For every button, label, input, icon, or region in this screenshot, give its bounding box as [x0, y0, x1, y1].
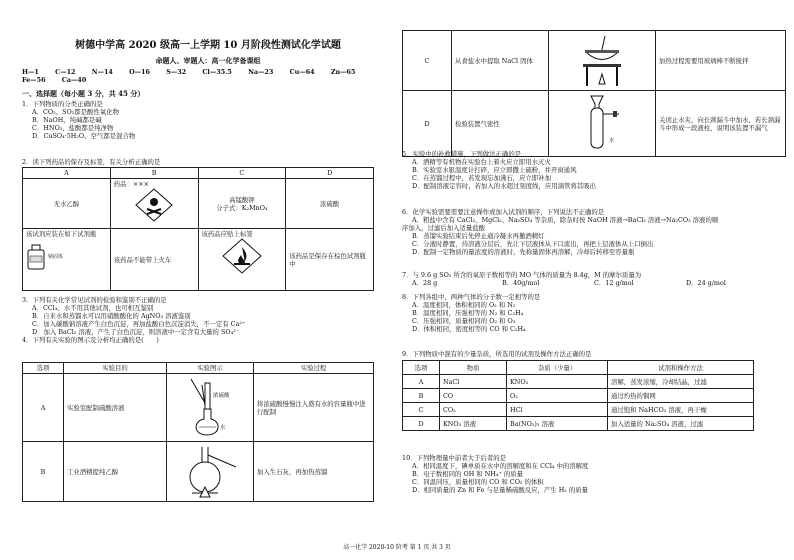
- table-header: 选项: [23, 363, 64, 374]
- option: B．40g/mol: [502, 279, 540, 287]
- table-header: 杂质（少量）: [507, 361, 608, 375]
- option: D．配制一定物质的量浓度的溶液时，先称量固体再溶解，冷却后转移至容量瓶: [412, 248, 635, 256]
- option: B．自来水和蒸馏水可以用硝酸酸化的 AgNO₃ 溶液鉴别: [32, 312, 191, 320]
- table-cell: D: [403, 91, 452, 157]
- options-row: [412, 279, 786, 287]
- question-stem: 8．下列各组中，两种气体的分子数一定相等的是: [402, 293, 541, 301]
- table-cell: 关闭止水夹，向长颈漏斗中加水，若长颈漏斗中形成一段液柱，说明该装置不漏气: [656, 91, 786, 157]
- table-cell: 高锰酸钾 分子式：K₂MnO₄: [198, 179, 286, 229]
- question-9: [402, 350, 786, 431]
- table-cell: [549, 31, 656, 91]
- question-stem: 5．实验中的补救措施，下列做法正确的是: [402, 150, 522, 158]
- question-4: [22, 362, 394, 502]
- cell-text: 该试剂应装在如下试剂瓶: [26, 230, 97, 238]
- table-cell: 工业酒精提纯乙醇: [64, 442, 167, 502]
- table-cell: CO₂: [440, 403, 507, 417]
- table-cell: CO: [440, 389, 507, 403]
- table-cell: 通过灼热的铜网: [608, 389, 754, 403]
- option: A．相同温度下，碘单质在水中的溶解度和在 CCl₄ 中的溶解度: [412, 462, 589, 470]
- question-4-continued: [402, 30, 786, 157]
- distillation-flask-icon: [180, 445, 240, 499]
- table-cell: 该药品是保存在棕色试剂瓶中: [286, 229, 374, 291]
- table-cell: 该药品不能带上火车: [110, 229, 198, 291]
- atomic-mass: H—1: [22, 68, 39, 76]
- table-cell: 将浓硫酸慢慢注入盛有水的容量瓶中进行配制: [254, 374, 374, 442]
- table-cell: C: [403, 403, 440, 417]
- question-3: [22, 296, 394, 344]
- q2-table: [22, 167, 374, 291]
- table-header: 实验过程: [254, 363, 374, 374]
- question-stem: 4．下列有关实验的图示及分析均正确的是( ): [22, 336, 159, 344]
- option: C．分液时静置，待溶液分层后，先让下层液体从下口流出，再把上层液体从上口倒出: [412, 240, 654, 248]
- table-cell: D: [403, 417, 440, 431]
- question-5: [402, 150, 786, 190]
- table-cell: A: [403, 375, 440, 389]
- table-cell: [167, 442, 254, 502]
- table-header: 实验目的: [64, 363, 167, 374]
- atomic-mass: S—32: [166, 68, 187, 76]
- option: C．在蒸馏过程中，若发现忘加沸石，应立即补加: [412, 174, 552, 182]
- atomic-mass: Fe—56: [22, 76, 46, 84]
- atomic-mass: Na—23: [248, 68, 274, 76]
- table-cell: O₂: [507, 389, 608, 403]
- table-cell: KNO₃: [507, 375, 608, 389]
- flammable-hazard-icon: [222, 238, 262, 274]
- option: B．温度相同，压强相等的 N₂ 和 C₂H₄: [412, 309, 524, 317]
- option: A．粗盐中含有 CaCl₂、MgCl₂、Na₂SO₄ 等杂质，除杂时按 NaOH 溶液→BaCl₂ 溶液→Na₂CO₃ 溶液的顺: [412, 216, 719, 224]
- question-2: [22, 158, 394, 291]
- option: B．NaOH、纯碱都是碱: [32, 116, 102, 124]
- option: D．体积相同，密度相等的 CO 和 C₂H₄: [412, 325, 526, 333]
- question-8: [402, 293, 786, 333]
- q4-table-continued: [402, 30, 786, 157]
- option: C．压强相同，质量相同的 O₂ 和 O₃: [412, 317, 516, 325]
- table-header: 实验图示: [167, 363, 254, 374]
- table-cell: 从食盐水中提取 NaCl 固体: [452, 31, 549, 91]
- table-cell: NaCl: [440, 375, 507, 389]
- option: C．同温同压，质量相同的 CO 和 CO₂ 的体积: [412, 478, 544, 486]
- table-header: 选项: [403, 361, 440, 375]
- option: D．加入 BaCl₂ 溶液，产生了白色沉淀，则溶液中一定含有大量的 SO₄²⁻: [32, 328, 240, 336]
- question-6: [402, 208, 786, 256]
- table-cell: 溶解，蒸发浓缩，冷却结晶，过滤: [608, 375, 754, 389]
- table-cell: 加入适量的 Na₂SO₄ 溶液，过滤: [608, 417, 754, 431]
- atomic-mass: Ca—40: [61, 76, 87, 84]
- option: C．12 g/mol: [594, 279, 634, 287]
- table-header: D: [286, 168, 374, 179]
- table-cell: 浓硫酸: [286, 179, 374, 229]
- q4-table: [22, 362, 374, 502]
- atomic-mass: Zn—65: [330, 68, 356, 76]
- option: D．配制溶液定容时，若加入的水超过刻度线，应用滴管将其吸出: [412, 182, 597, 190]
- option: C．HNO₃、盐酸都是纯净物: [32, 124, 114, 132]
- reagent-bottle-icon: [26, 244, 46, 270]
- atomic-mass: O—16: [129, 68, 150, 76]
- atomic-masses: [22, 68, 394, 84]
- option: A．28 g: [412, 279, 438, 287]
- question-stem: 1．下列物质的分类正确的是: [22, 100, 103, 108]
- bottle-label: 钠固体: [48, 253, 64, 260]
- option: A．洒精等有机物在实验台上着火应立即用水灭火: [412, 158, 551, 166]
- question-1: [22, 100, 394, 140]
- table-cell: [549, 91, 656, 157]
- option-continued: 序加入，过滤后加入适量盐酸: [402, 224, 486, 232]
- exam-title: 树德中学高 2020 级高一上学期 10 月阶段性测试化学试题: [75, 40, 341, 51]
- table-cell: [110, 179, 198, 229]
- evaporating-dish-icon: [577, 34, 627, 88]
- option: B．电子数相同的 OH 和 NH₄⁺ 的质量: [412, 470, 524, 478]
- option: D．CuSO₄·5H₂O、空气都是混合物: [32, 132, 136, 140]
- cell-text: 该药品应贴上标签: [201, 230, 253, 238]
- table-cell: HCl: [507, 403, 608, 417]
- question-stem: 6．化学实验需要需要注意操作或加入试剂的顺序，下列说法不正确的是: [402, 208, 605, 216]
- question-stem: 3．下列有关化学常见试剂的检验和鉴别不正确的是: [22, 296, 167, 304]
- option: B．实验室水银温度计打碎，应立即撒上硫粉，并开窗通风: [412, 166, 577, 174]
- table-header: A: [23, 168, 111, 179]
- table-cell: 加热过程需要用玻璃棒不断搅拌: [656, 31, 786, 91]
- table-header: B: [110, 168, 198, 179]
- table-header: 试剂和操作方法: [608, 361, 754, 375]
- table-cell: [167, 374, 254, 442]
- table-cell: 无水乙醇: [23, 179, 111, 229]
- table-cell: 检验装置气密性: [452, 91, 549, 157]
- option: B．蒸馏实验结束后先停止通冷凝水再撤酒精灯: [412, 232, 545, 240]
- atomic-mass: N—14: [91, 68, 113, 76]
- question-stem: 9．下列物质中混有的少量杂质，所选用的试剂及操作方法正确的是: [402, 350, 592, 358]
- table-cell: Ba(NO₃)₂ 溶液: [507, 417, 608, 431]
- dilution-diagram: [175, 377, 245, 439]
- question-10: [402, 454, 786, 494]
- table-cell: [23, 229, 111, 291]
- option: A．CO₂、SO₂都是酸性氧化物: [32, 108, 120, 116]
- section-heading: 一、选择题（每小题 3 分，共 45 分）: [22, 89, 145, 98]
- table-cell: B: [23, 442, 64, 502]
- table-cell: C: [403, 31, 452, 91]
- option: C．加入碳酸钠溶液产生白色沉淀，再加盐酸白色沉淀消失，不一定有 Ca²⁺: [32, 320, 246, 328]
- table-cell: [198, 229, 286, 291]
- atomic-mass: Cu—64: [289, 68, 315, 76]
- option: D．24 g/mol: [686, 279, 726, 287]
- q9-table: [402, 360, 754, 431]
- table-cell: A: [23, 374, 64, 442]
- table-header: 物质: [440, 361, 507, 375]
- option: A．CCl₄、水不用其他试剂，也可相互鉴别: [32, 304, 154, 312]
- atomic-mass: Cl—35.5: [202, 68, 232, 76]
- page-footer: 高一化学 2020-10 阶考 第 1 页 共 3 页: [343, 544, 451, 551]
- question-stem: 10．下列物理量中前者大于后者的是: [402, 454, 506, 462]
- exam-authors: 命题人、审题人：高一化学备课组: [155, 56, 261, 65]
- option: D．相同质量的 Zn 和 Fe 与足量稀硫酸反应，产生 H₂ 的质量: [412, 486, 589, 494]
- question-stem: 2．读下列药品的保存及标签，有关分析正确的是: [22, 158, 161, 166]
- option: A．温度相同，体积相同的 O₂ 和 N₂: [412, 301, 516, 309]
- airtightness-apparatus-icon: [577, 94, 627, 154]
- table-cell: 通过饱和 NaHCO₃ 溶液，再干燥: [608, 403, 754, 417]
- table-header: C: [198, 168, 286, 179]
- question-stem: 7．与 9.6 g SO₂ 所含的氧原子数相等的 MO 气体的质量为 8.4g，M 的摩尔质量为: [402, 271, 642, 279]
- drug-label-text: 药品：×××: [113, 180, 149, 188]
- toxic-hazard-icon: [135, 188, 173, 222]
- table-cell: 实验室配制硫酸溶液: [64, 374, 167, 442]
- table-cell: B: [403, 389, 440, 403]
- table-cell: 加入生石灰，再加热蒸馏: [254, 442, 374, 502]
- diagram-label: 水: [220, 424, 226, 431]
- volumetric-flask-icon: [175, 377, 245, 439]
- diagram-label: 水: [609, 137, 615, 144]
- question-7: [402, 271, 786, 287]
- atomic-mass: C—12: [55, 68, 76, 76]
- table-cell: KNO₃ 溶液: [440, 417, 507, 431]
- diagram-label: 浓硫酸: [213, 392, 230, 399]
